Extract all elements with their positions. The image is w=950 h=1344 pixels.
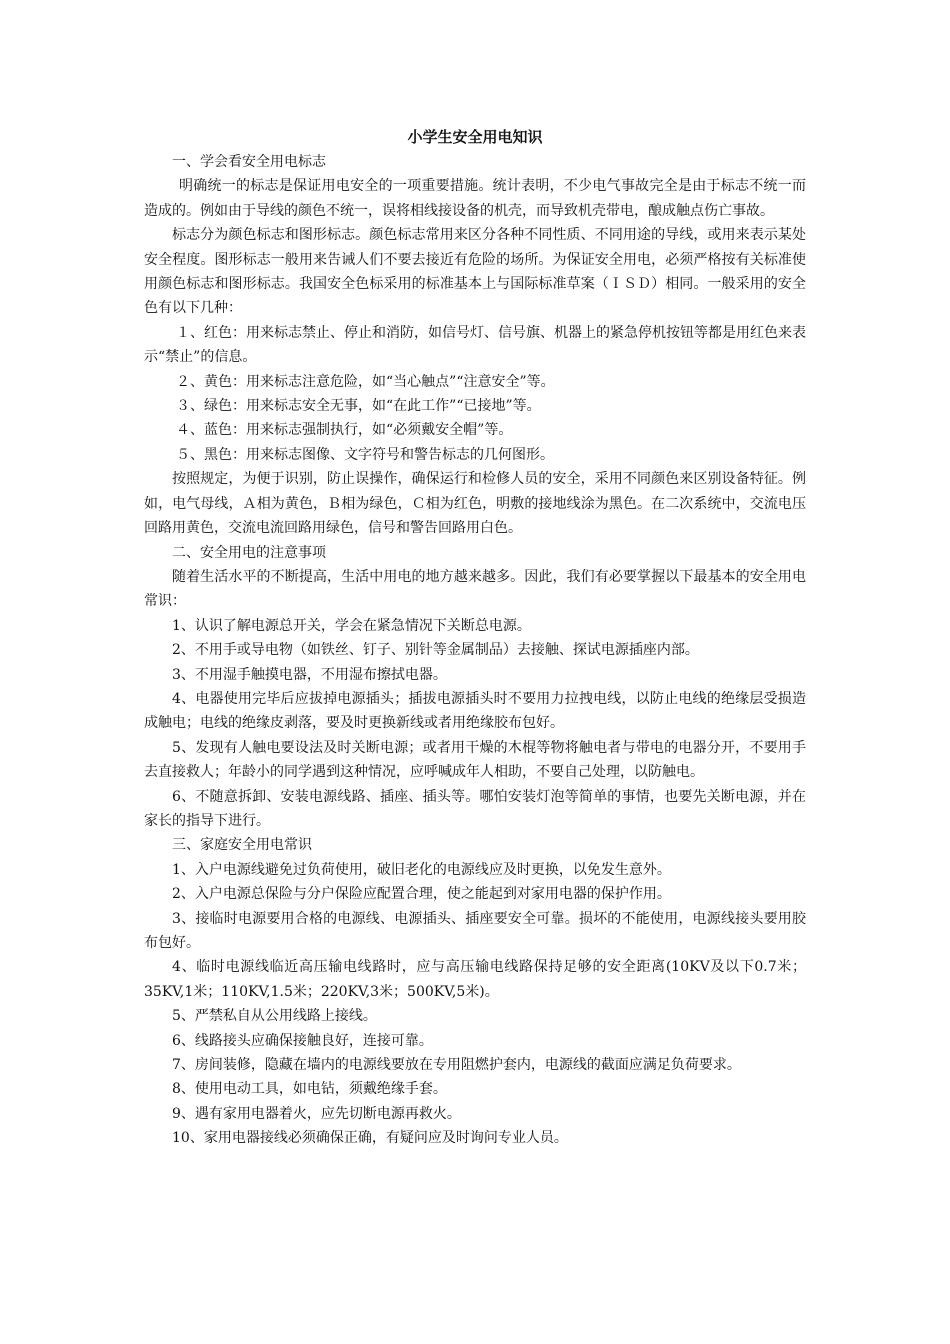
list-item-green: ３、绿色：用来标志安全无事，如“在此工作”“已接地”等。 — [176, 398, 541, 415]
list-item-blue: ４、蓝色：用来标志强制执行，如“必须戴安全帽”等。 — [176, 422, 513, 439]
list-item-black: ５、黑色：用来标志图像、文字符号和警告标志的几何图形。 — [176, 446, 554, 463]
list-item: 5、严禁私自从公用线路上接线。 — [172, 1008, 377, 1025]
list-item: 3、不用湿手触摸电器，不用湿布擦拭电器。 — [172, 666, 447, 683]
section-heading-3: 三、家庭安全用电常识 — [172, 837, 312, 854]
list-item-yellow: ２、黄色：用来标志注意危险，如“当心触点”“注意安全”等。 — [176, 373, 555, 390]
paragraph: 按照规定，为便于识别，防止误操作，确保运行和检修人员的安全，采用不同颜色来区别设备特征。例如，电气母线，Ａ相为黄色，Ｂ相为绿色，Ｃ相为红色，明敷的接地线涂为黑色。在二次系统中，交流电压回路用黄色，交流电流回路用绿色，信号和警告回路用白色。 — [144, 471, 806, 537]
paragraph: 标志分为颜色标志和图形标志。颜色标志常用来区分各种不同性质、不同用途的导线，或用来表示某处安全程度。图形标志一般用来告诫人们不要去接近有危险的场所。为保证安全用电，必须严格按有关标准使用颜色标志和图形标志。我国安全色标采用的标准基本上与国际标准草案（ＩＳＤ）相同。一般采用的安全色有以下几种： — [144, 227, 806, 317]
list-item: 9、遇有家用电器着火，应先切断电源再救火。 — [172, 1105, 461, 1122]
list-item: 1、认识了解电源总开关，学会在紧急情况下关断总电源。 — [172, 617, 531, 634]
list-item: 8、使用电动工具，如电钻，须戴绝缘手套。 — [172, 1081, 447, 1098]
document-page — [144, 124, 806, 1151]
list-item: 6、线路接头应确保接触良好，连接可靠。 — [172, 1032, 433, 1049]
list-item: 10、家用电器接线必须确保正确，有疑问应及时询问专业人员。 — [172, 1130, 568, 1147]
list-item: 2、不用手或导电物（如铁丝、钉子、别针等金属制品）去接触、探试电源插座内部。 — [172, 642, 699, 659]
document-title: 小学生安全用电知识 — [407, 128, 543, 146]
list-item: 4、电器使用完毕后应拔掉电源插头；插拔电源插头时不要用力拉拽电线，以防止电线的绝缘层受损造成触电；电线的绝缘皮剥落，要及时更换新线或者用绝缘胶布包好。 — [144, 690, 806, 732]
paragraph: 明确统一的标志是保证用电安全的一项重要措施。统计表明，不少电气事故完全是由于标志不统一而造成的。例如由于导线的颜色不统一，误将相线接设备的机壳，而导致机壳带电，酿成触点伤亡事故。 — [144, 178, 806, 219]
list-item-red: １、红色：用来标志禁止、停止和消防，如信号灯、信号旗、机器上的紧急停机按钮等都是用红色来表示“禁止”的信息。 — [144, 324, 806, 366]
section-heading-2: 二、安全用电的注意事项 — [172, 544, 326, 561]
list-item: 4、临时电源线临近高压输电线路时，应与高压输电线路保持足够的安全距离(10KV及以下0.7米；35KV,1米；110KV,1.5米；220KV,3米；500KV,5米)。 — [144, 959, 806, 1000]
list-item: 1、入户电源线避免过负荷使用，破旧老化的电源线应及时更换，以免发生意外。 — [172, 861, 671, 878]
list-item: 5、发现有人触电要设法及时关断电源；或者用干燥的木棍等物将触电者与带电的电器分开，不要用手去直接救人；年龄小的同学遇到这种情况，应呼喊成年人相助，不要自己处理，以防触电。 — [144, 739, 806, 781]
list-item: 3、接临时电源要用合格的电源线、电源插头、插座要安全可靠。损坏的不能使用，电源线接头要用胶布包好。 — [144, 910, 806, 951]
paragraph: 随着生活水平的不断提高，生活中用电的地方越来越多。因此，我们有必要掌握以下最基本的安全用电常识： — [144, 568, 806, 610]
list-item: 6、不随意拆卸、安装电源线路、插座、插头等。哪怕安装灯泡等简单的事情，也要先关断电源，并在家长的指导下进行。 — [144, 788, 806, 829]
list-item: 2、入户电源总保险与分户保险应配置合理，使之能起到对家用电器的保护作用。 — [172, 886, 671, 903]
list-item: 7、房间装修，隐藏在墙内的电源线要放在专用阻燃护套内，电源线的截面应满足负荷要求。 — [172, 1057, 741, 1074]
section-heading-1: 一、学会看安全用电标志 — [172, 154, 326, 170]
